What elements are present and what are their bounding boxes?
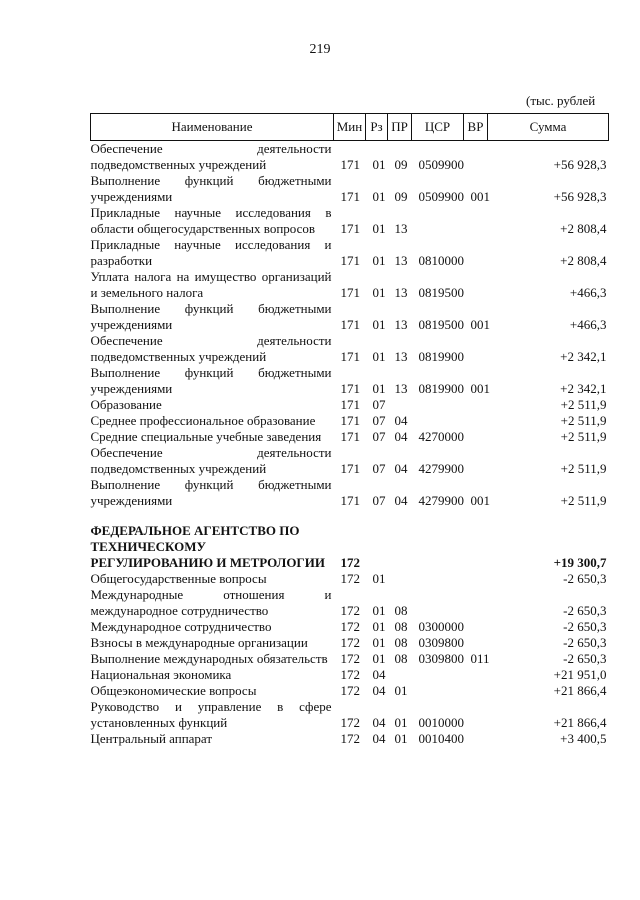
cell-pr — [388, 397, 412, 413]
cell-sum: +2 511,9 — [560, 397, 607, 412]
table-row — [91, 205, 609, 237]
cell-name: Международное сотрудничество — [90, 619, 272, 634]
cell-sum: +2 511,9 — [560, 413, 607, 428]
header-vr: ВР — [464, 114, 488, 141]
cell-rz: 01 — [372, 349, 386, 364]
cell-min: 171 — [340, 429, 360, 444]
cell-vr — [464, 635, 488, 651]
cell-csr — [412, 667, 464, 683]
table-row — [91, 237, 609, 269]
cell-rz: 01 — [372, 317, 386, 332]
cell-vr: 001 — [470, 189, 490, 204]
cell-name: Уплата налога на имущество организаций и земельного налога — [90, 269, 332, 300]
table-body-agency — [91, 509, 609, 571]
cell-rz: 01 — [372, 603, 386, 618]
cell-min: 172 — [340, 635, 360, 650]
table-row — [91, 699, 609, 731]
cell-name: Взносы в международные организации — [90, 635, 308, 650]
cell-csr: 0810000 — [418, 253, 464, 268]
table-row — [91, 619, 609, 635]
table-row — [91, 731, 609, 747]
cell-sum: +2 511,9 — [560, 429, 607, 444]
cell-min: 172 — [340, 667, 360, 682]
cell-csr: 0509900 — [418, 157, 464, 172]
cell-pr: 09 — [394, 157, 408, 172]
cell-min: 171 — [340, 349, 360, 364]
cell-vr — [464, 445, 488, 477]
cell-sum: +56 928,3 — [553, 157, 607, 172]
cell-min: 171 — [340, 493, 360, 508]
cell-rz: 04 — [372, 731, 386, 746]
cell-vr — [464, 683, 488, 699]
header-rz: Рз — [366, 114, 388, 141]
table-row — [91, 269, 609, 301]
table-row — [91, 365, 609, 397]
cell-min: 171 — [340, 381, 360, 396]
cell-pr: 04 — [394, 413, 408, 428]
cell-sum: -2 650,3 — [563, 635, 607, 650]
cell-csr: 0819500 — [418, 285, 464, 300]
cell-csr: 0010000 — [418, 715, 464, 730]
table-body-ministry-171 — [91, 141, 609, 510]
cell-name: Обеспечение деятельности подведомственных учреждений — [90, 445, 332, 476]
cell-sum: +3 400,5 — [560, 731, 607, 746]
cell-vr: 001 — [470, 381, 490, 396]
cell-pr: 01 — [394, 683, 408, 698]
cell-rz: 04 — [372, 683, 386, 698]
cell-pr: 04 — [394, 461, 408, 476]
agency-min: 172 — [340, 555, 360, 570]
cell-min: 172 — [340, 571, 360, 586]
cell-rz: 04 — [372, 667, 386, 682]
cell-min: 171 — [340, 397, 360, 412]
cell-name: Среднее профессиональное образование — [90, 413, 316, 428]
table-row — [91, 445, 609, 477]
cell-vr — [464, 333, 488, 365]
table-row — [91, 651, 609, 667]
cell-vr — [464, 667, 488, 683]
header-pr: ПР — [388, 114, 412, 141]
cell-min: 172 — [340, 651, 360, 666]
cell-pr: 08 — [394, 635, 408, 650]
agency-row — [91, 523, 609, 571]
cell-rz: 01 — [372, 571, 386, 586]
cell-min: 171 — [340, 317, 360, 332]
cell-name: Средние специальные учебные заведения — [90, 429, 322, 444]
cell-csr: 4279900 — [418, 493, 464, 508]
cell-name: Национальная экономика — [90, 667, 232, 682]
cell-sum: +2 342,1 — [560, 349, 607, 364]
table-row — [91, 397, 609, 413]
cell-pr: 08 — [394, 651, 408, 666]
cell-rz: 01 — [372, 635, 386, 650]
cell-pr: 01 — [394, 731, 408, 746]
cell-pr: 04 — [394, 493, 408, 508]
cell-rz: 01 — [372, 157, 386, 172]
cell-csr — [412, 587, 464, 619]
cell-vr: 011 — [470, 651, 490, 666]
cell-rz: 04 — [372, 715, 386, 730]
cell-sum: +21 951,0 — [553, 667, 607, 682]
cell-rz: 01 — [372, 619, 386, 634]
table-row — [91, 141, 609, 174]
cell-sum: +2 511,9 — [560, 461, 607, 476]
cell-pr: 09 — [394, 189, 408, 204]
cell-name: Образование — [90, 397, 162, 412]
cell-min: 171 — [340, 157, 360, 172]
header-csr: ЦСР — [412, 114, 464, 141]
cell-min: 172 — [340, 683, 360, 698]
cell-rz: 01 — [372, 253, 386, 268]
cell-pr: 04 — [394, 429, 408, 444]
units-note: (тыс. рублей — [526, 93, 596, 108]
table-row — [91, 301, 609, 333]
cell-min: 171 — [340, 221, 360, 236]
cell-pr: 01 — [394, 715, 408, 730]
cell-name: Выполнение международных обязательств — [90, 651, 328, 666]
cell-vr — [464, 429, 488, 445]
cell-pr: 13 — [394, 285, 408, 300]
table-row — [91, 587, 609, 619]
cell-csr — [412, 413, 464, 429]
cell-sum: +466,3 — [569, 285, 607, 300]
cell-pr: 08 — [394, 603, 408, 618]
header-sum: Сумма — [488, 114, 609, 141]
cell-csr: 0819900 — [418, 381, 464, 396]
table-row — [91, 173, 609, 205]
cell-csr: 0309800 — [418, 635, 464, 650]
cell-vr: 001 — [470, 317, 490, 332]
cell-name: Общеэкономические вопросы — [90, 683, 257, 698]
agency-sum: +19 300,7 — [553, 555, 607, 570]
cell-csr: 0309800 — [418, 651, 464, 666]
table-body-ministry-172 — [91, 571, 609, 747]
header-min: Мин — [334, 114, 366, 141]
cell-rz: 07 — [372, 429, 386, 444]
cell-vr — [464, 205, 488, 237]
cell-sum: +56 928,3 — [553, 189, 607, 204]
cell-pr: 13 — [394, 349, 408, 364]
cell-pr: 13 — [394, 381, 408, 396]
cell-sum: -2 650,3 — [563, 603, 607, 618]
page-number: 219 — [309, 42, 331, 57]
table-row — [91, 429, 609, 445]
cell-pr: 13 — [394, 317, 408, 332]
cell-name: Международные отношения и международное сотрудничество — [90, 587, 332, 618]
cell-csr — [412, 205, 464, 237]
cell-sum: +2 342,1 — [560, 381, 607, 396]
cell-pr: 13 — [394, 221, 408, 236]
cell-rz: 01 — [372, 189, 386, 204]
cell-name: Прикладные научные исследования и разработки — [90, 237, 332, 268]
cell-name: Выполнение функций бюджетными учреждениями — [90, 365, 332, 396]
cell-csr: 0010400 — [418, 731, 464, 746]
table-header — [91, 114, 609, 141]
table-row — [91, 333, 609, 365]
cell-sum: +2 511,9 — [560, 493, 607, 508]
cell-csr — [412, 683, 464, 699]
cell-rz: 07 — [372, 413, 386, 428]
cell-vr — [464, 571, 488, 587]
cell-rz: 01 — [372, 221, 386, 236]
cell-min: 172 — [340, 731, 360, 746]
cell-name: Обеспечение деятельности подведомственных учреждений — [90, 141, 332, 172]
cell-csr: 0819500 — [418, 317, 464, 332]
cell-vr — [464, 141, 488, 174]
cell-rz: 07 — [372, 461, 386, 476]
cell-vr — [464, 269, 488, 301]
table-row — [91, 571, 609, 587]
cell-min: 171 — [340, 461, 360, 476]
cell-sum: -2 650,3 — [563, 619, 607, 634]
cell-vr — [464, 237, 488, 269]
cell-sum: +466,3 — [569, 317, 607, 332]
budget-table — [90, 113, 609, 747]
cell-vr: 001 — [470, 493, 490, 508]
cell-rz: 01 — [372, 285, 386, 300]
cell-rz: 07 — [372, 397, 386, 412]
table-row — [91, 413, 609, 429]
cell-vr — [464, 587, 488, 619]
cell-min: 172 — [340, 603, 360, 618]
cell-vr — [464, 699, 488, 731]
header-name: Наименование — [91, 114, 334, 141]
cell-csr — [412, 397, 464, 413]
cell-name: Обеспечение деятельности подведомственных учреждений — [90, 333, 332, 364]
spacer-row — [91, 509, 609, 523]
cell-min: 172 — [340, 619, 360, 634]
cell-sum: +21 866,4 — [553, 683, 607, 698]
cell-csr: 4270000 — [418, 429, 464, 444]
cell-name: Общегосударственные вопросы — [90, 571, 267, 586]
cell-csr: 0509900 — [418, 189, 464, 204]
agency-name: ФЕДЕРАЛЬНОЕ АГЕНТСТВО ПО ТЕХНИЧЕСКОМУ РЕГУЛИРОВАНИЮ И МЕТРОЛОГИИ — [90, 523, 325, 570]
table-row — [91, 477, 609, 509]
cell-name: Выполнение функций бюджетными учреждениями — [90, 173, 332, 204]
table-row — [91, 667, 609, 683]
cell-vr — [464, 731, 488, 747]
cell-csr: 0819900 — [418, 349, 464, 364]
cell-sum: +2 808,4 — [560, 253, 607, 268]
cell-sum: -2 650,3 — [563, 651, 607, 666]
cell-name: Центральный аппарат — [90, 731, 213, 746]
cell-min: 172 — [340, 715, 360, 730]
cell-sum: +21 866,4 — [553, 715, 607, 730]
cell-name: Руководство и управление в сфере установленных функций — [90, 699, 332, 730]
cell-pr — [388, 667, 412, 683]
cell-pr: 13 — [394, 253, 408, 268]
table-row — [91, 635, 609, 651]
cell-name: Прикладные научные исследования в области общегосударственных вопросов — [90, 205, 332, 236]
cell-name: Выполнение функций бюджетными учреждениями — [90, 301, 332, 332]
cell-sum: +2 808,4 — [560, 221, 607, 236]
cell-sum: -2 650,3 — [563, 571, 607, 586]
cell-pr — [388, 571, 412, 587]
cell-vr — [464, 619, 488, 635]
cell-name: Выполнение функций бюджетными учреждениями — [90, 477, 332, 508]
cell-min: 171 — [340, 285, 360, 300]
cell-min: 171 — [340, 253, 360, 268]
cell-min: 171 — [340, 413, 360, 428]
table-row — [91, 683, 609, 699]
cell-rz: 01 — [372, 381, 386, 396]
cell-rz: 01 — [372, 651, 386, 666]
cell-vr — [464, 413, 488, 429]
cell-csr: 0300000 — [418, 619, 464, 634]
cell-min: 171 — [340, 189, 360, 204]
cell-pr: 08 — [394, 619, 408, 634]
cell-csr — [412, 571, 464, 587]
cell-rz: 07 — [372, 493, 386, 508]
cell-csr: 4279900 — [418, 461, 464, 476]
cell-vr — [464, 397, 488, 413]
